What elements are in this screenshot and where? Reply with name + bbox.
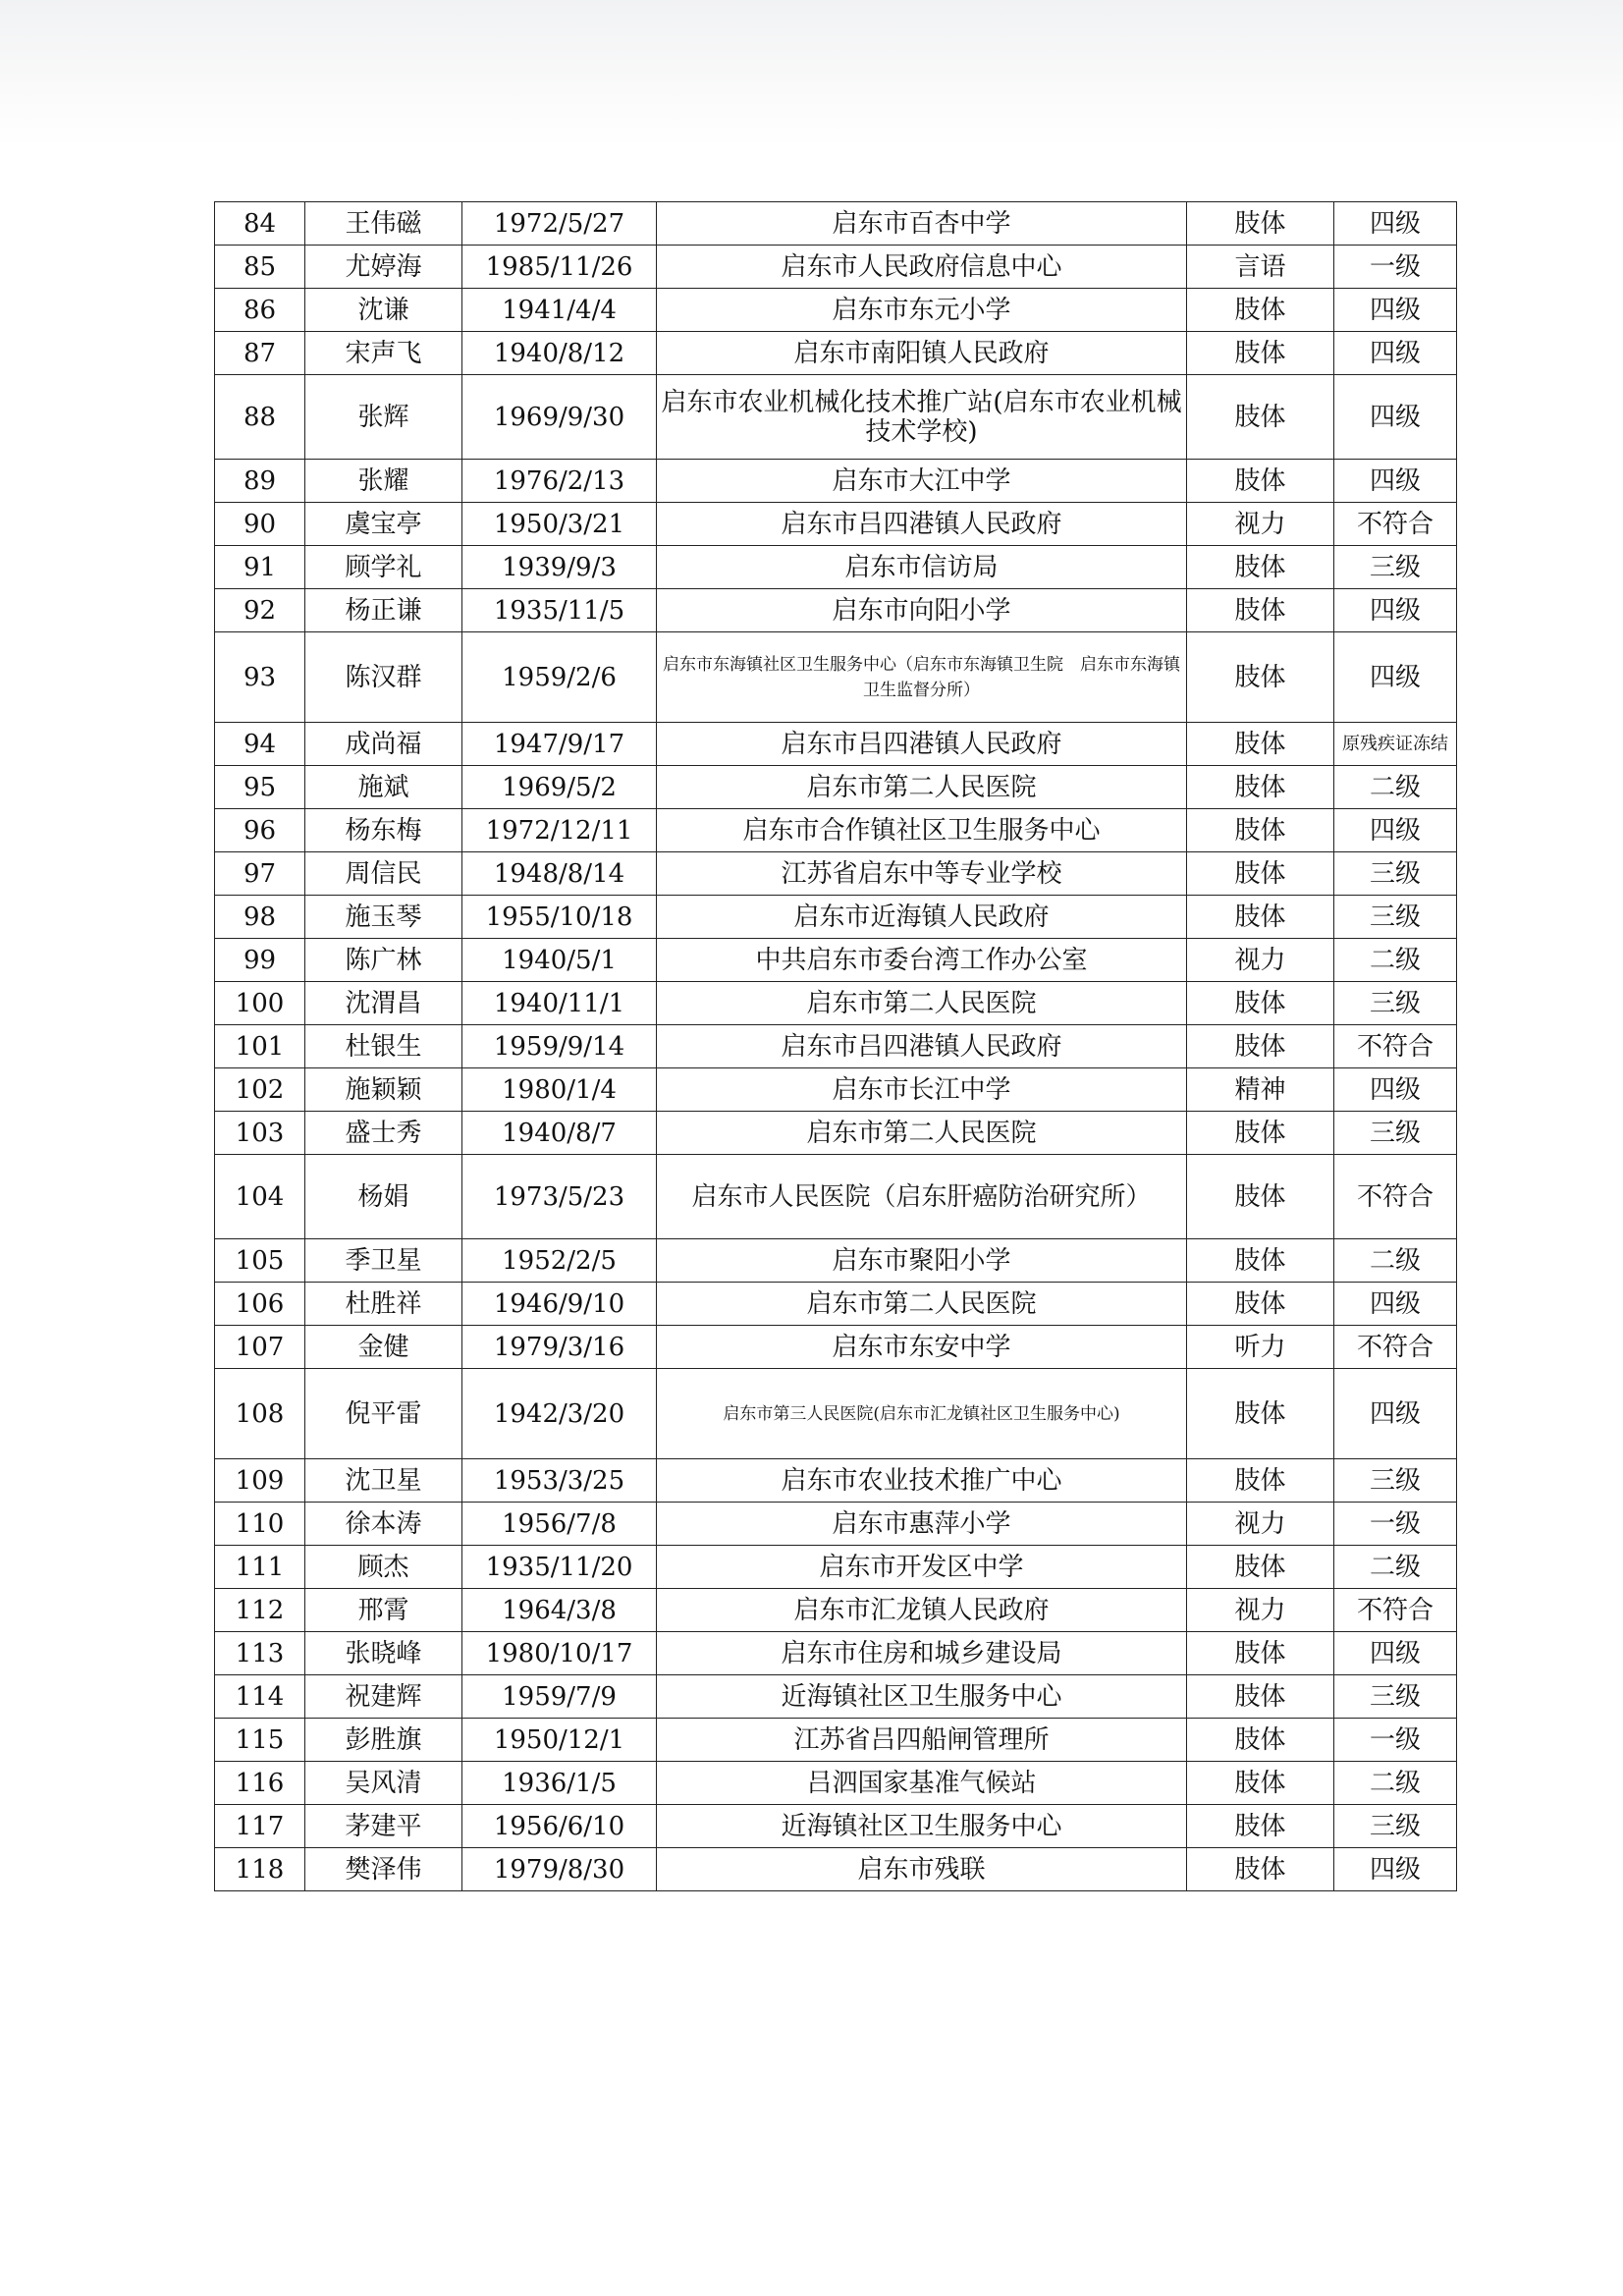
disability-type-cell: 肢体: [1187, 1155, 1334, 1239]
birth-date-cell: 1972/12/11: [462, 809, 657, 852]
table-row: [215, 503, 1457, 546]
disability-type-cell: 肢体: [1187, 546, 1334, 589]
person-name-cell: 杜胜祥: [305, 1283, 462, 1326]
disability-type-cell: 肢体: [1187, 1848, 1334, 1891]
person-name-cell: 张辉: [305, 375, 462, 460]
disability-grade-cell: 二级: [1334, 766, 1457, 809]
row-number-cell: 93: [215, 632, 305, 723]
row-number-cell: 111: [215, 1546, 305, 1589]
birth-date-cell: 1980/1/4: [462, 1068, 657, 1112]
disability-grade-cell: 四级: [1334, 1068, 1457, 1112]
person-name-cell: 虞宝亭: [305, 503, 462, 546]
work-unit-cell: 启东市吕四港镇人民政府: [657, 723, 1187, 766]
disability-type-cell: 肢体: [1187, 1369, 1334, 1459]
disability-grade-cell: 四级: [1334, 589, 1457, 632]
person-name-cell: 徐本涛: [305, 1503, 462, 1546]
birth-date-cell: 1964/3/8: [462, 1589, 657, 1632]
row-number-cell: 112: [215, 1589, 305, 1632]
row-number-cell: 95: [215, 766, 305, 809]
work-unit-cell: 启东市东安中学: [657, 1326, 1187, 1369]
row-number-cell: 86: [215, 289, 305, 332]
roster-table: [214, 201, 1457, 1891]
disability-type-cell: 肢体: [1187, 982, 1334, 1025]
disability-type-cell: 肢体: [1187, 1805, 1334, 1848]
person-name-cell: 尤婷海: [305, 246, 462, 289]
disability-grade-cell: 不符合: [1334, 503, 1457, 546]
birth-date-cell: 1940/11/1: [462, 982, 657, 1025]
birth-date-cell: 1935/11/5: [462, 589, 657, 632]
birth-date-cell: 1979/8/30: [462, 1848, 657, 1891]
birth-date-cell: 1973/5/23: [462, 1155, 657, 1239]
row-number-cell: 109: [215, 1459, 305, 1503]
birth-date-cell: 1940/8/7: [462, 1112, 657, 1155]
disability-grade-cell: 三级: [1334, 1459, 1457, 1503]
birth-date-cell: 1953/3/25: [462, 1459, 657, 1503]
row-number-cell: 107: [215, 1326, 305, 1369]
row-number-cell: 118: [215, 1848, 305, 1891]
person-name-cell: 施玉琴: [305, 896, 462, 939]
disability-type-cell: 言语: [1187, 246, 1334, 289]
table-row: [215, 939, 1457, 982]
disability-grade-cell: 一级: [1334, 1503, 1457, 1546]
work-unit-cell: 启东市吕四港镇人民政府: [657, 1025, 1187, 1068]
disability-type-cell: 肢体: [1187, 1112, 1334, 1155]
birth-date-cell: 1936/1/5: [462, 1762, 657, 1805]
person-name-cell: 邢霄: [305, 1589, 462, 1632]
birth-date-cell: 1946/9/10: [462, 1283, 657, 1326]
disability-grade-cell: 三级: [1334, 1805, 1457, 1848]
row-number-cell: 108: [215, 1369, 305, 1459]
work-unit-cell: 中共启东市委台湾工作办公室: [657, 939, 1187, 982]
work-unit-cell: 启东市第二人民医院: [657, 1283, 1187, 1326]
table-row: [215, 1546, 1457, 1589]
table-row: [215, 1326, 1457, 1369]
person-name-cell: 张耀: [305, 460, 462, 503]
disability-grade-cell: 不符合: [1334, 1326, 1457, 1369]
birth-date-cell: 1950/12/1: [462, 1719, 657, 1762]
table-row: [215, 896, 1457, 939]
work-unit-cell: 启东市汇龙镇人民政府: [657, 1589, 1187, 1632]
person-name-cell: 王伟磁: [305, 202, 462, 246]
person-name-cell: 张晓峰: [305, 1632, 462, 1675]
disability-grade-cell: 二级: [1334, 1239, 1457, 1283]
row-number-cell: 116: [215, 1762, 305, 1805]
disability-grade-cell: 四级: [1334, 1283, 1457, 1326]
person-name-cell: 成尚福: [305, 723, 462, 766]
person-name-cell: 祝建辉: [305, 1675, 462, 1719]
disability-grade-cell: 四级: [1334, 289, 1457, 332]
table-row: [215, 723, 1457, 766]
disability-type-cell: 肢体: [1187, 1719, 1334, 1762]
disability-type-cell: 肢体: [1187, 1459, 1334, 1503]
work-unit-cell: 启东市残联: [657, 1848, 1187, 1891]
disability-grade-cell: 四级: [1334, 632, 1457, 723]
disability-type-cell: 肢体: [1187, 1025, 1334, 1068]
person-name-cell: 宋声飞: [305, 332, 462, 375]
person-name-cell: 茅建平: [305, 1805, 462, 1848]
table-row: [215, 1068, 1457, 1112]
person-name-cell: 杜银生: [305, 1025, 462, 1068]
person-name-cell: 顾杰: [305, 1546, 462, 1589]
row-number-cell: 115: [215, 1719, 305, 1762]
disability-type-cell: 肢体: [1187, 1283, 1334, 1326]
disability-grade-cell: 一级: [1334, 246, 1457, 289]
disability-grade-cell: 四级: [1334, 1848, 1457, 1891]
work-unit-cell: 近海镇社区卫生服务中心: [657, 1675, 1187, 1719]
disability-grade-cell: 四级: [1334, 809, 1457, 852]
disability-type-cell: 肢体: [1187, 460, 1334, 503]
disability-grade-cell: 四级: [1334, 460, 1457, 503]
person-name-cell: 沈谦: [305, 289, 462, 332]
table-row: [215, 1283, 1457, 1326]
disability-grade-cell: 三级: [1334, 896, 1457, 939]
work-unit-cell: 启东市百杏中学: [657, 202, 1187, 246]
birth-date-cell: 1940/8/12: [462, 332, 657, 375]
person-name-cell: 陈广林: [305, 939, 462, 982]
table-row: [215, 202, 1457, 246]
row-number-cell: 105: [215, 1239, 305, 1283]
scan-shade: [0, 0, 1623, 147]
table-row: [215, 289, 1457, 332]
work-unit-cell: 启东市农业技术推广中心: [657, 1459, 1187, 1503]
disability-type-cell: 肢体: [1187, 632, 1334, 723]
disability-grade-cell: 三级: [1334, 546, 1457, 589]
birth-date-cell: 1959/2/6: [462, 632, 657, 723]
disability-type-cell: 肢体: [1187, 289, 1334, 332]
row-number-cell: 117: [215, 1805, 305, 1848]
disability-grade-cell: 三级: [1334, 852, 1457, 896]
work-unit-cell: 启东市开发区中学: [657, 1546, 1187, 1589]
table-row: [215, 1112, 1457, 1155]
person-name-cell: 季卫星: [305, 1239, 462, 1283]
person-name-cell: 沈卫星: [305, 1459, 462, 1503]
table-row: [215, 546, 1457, 589]
row-number-cell: 90: [215, 503, 305, 546]
person-name-cell: 吴风清: [305, 1762, 462, 1805]
row-number-cell: 103: [215, 1112, 305, 1155]
disability-type-cell: 视力: [1187, 503, 1334, 546]
person-name-cell: 施颖颖: [305, 1068, 462, 1112]
disability-type-cell: 肢体: [1187, 896, 1334, 939]
disability-type-cell: 肢体: [1187, 375, 1334, 460]
work-unit-cell: 启东市吕四港镇人民政府: [657, 503, 1187, 546]
disability-grade-cell: 四级: [1334, 202, 1457, 246]
work-unit-cell: 吕泗国家基准气候站: [657, 1762, 1187, 1805]
row-number-cell: 98: [215, 896, 305, 939]
row-number-cell: 114: [215, 1675, 305, 1719]
row-number-cell: 101: [215, 1025, 305, 1068]
birth-date-cell: 1942/3/20: [462, 1369, 657, 1459]
birth-date-cell: 1985/11/26: [462, 246, 657, 289]
row-number-cell: 91: [215, 546, 305, 589]
row-number-cell: 88: [215, 375, 305, 460]
table-row: [215, 1589, 1457, 1632]
birth-date-cell: 1935/11/20: [462, 1546, 657, 1589]
row-number-cell: 97: [215, 852, 305, 896]
disability-type-cell: 听力: [1187, 1326, 1334, 1369]
person-name-cell: 沈渭昌: [305, 982, 462, 1025]
birth-date-cell: 1955/10/18: [462, 896, 657, 939]
work-unit-cell: 启东市第二人民医院: [657, 766, 1187, 809]
person-name-cell: 周信民: [305, 852, 462, 896]
disability-grade-cell: 四级: [1334, 375, 1457, 460]
row-number-cell: 89: [215, 460, 305, 503]
disability-grade-cell: 四级: [1334, 1632, 1457, 1675]
disability-grade-cell: 一级: [1334, 1719, 1457, 1762]
table-row: [215, 246, 1457, 289]
birth-date-cell: 1969/5/2: [462, 766, 657, 809]
birth-date-cell: 1956/7/8: [462, 1503, 657, 1546]
row-number-cell: 104: [215, 1155, 305, 1239]
table-row: [215, 1675, 1457, 1719]
row-number-cell: 113: [215, 1632, 305, 1675]
table-row: [215, 1503, 1457, 1546]
table-row: [215, 1762, 1457, 1805]
person-name-cell: 顾学礼: [305, 546, 462, 589]
birth-date-cell: 1976/2/13: [462, 460, 657, 503]
birth-date-cell: 1959/7/9: [462, 1675, 657, 1719]
person-name-cell: 杨东梅: [305, 809, 462, 852]
table-row: [215, 1632, 1457, 1675]
disability-type-cell: 肢体: [1187, 766, 1334, 809]
birth-date-cell: 1948/8/14: [462, 852, 657, 896]
table-row: [215, 1805, 1457, 1848]
work-unit-cell: 启东市惠萍小学: [657, 1503, 1187, 1546]
disability-type-cell: 肢体: [1187, 1239, 1334, 1283]
table-row: [215, 1025, 1457, 1068]
work-unit-cell: 启东市第二人民医院: [657, 982, 1187, 1025]
work-unit-cell: 启东市向阳小学: [657, 589, 1187, 632]
birth-date-cell: 1939/9/3: [462, 546, 657, 589]
work-unit-cell: 启东市第三人民医院(启东市汇龙镇社区卫生服务中心): [657, 1369, 1187, 1459]
birth-date-cell: 1947/9/17: [462, 723, 657, 766]
birth-date-cell: 1959/9/14: [462, 1025, 657, 1068]
table-row: [215, 332, 1457, 375]
table-row: [215, 1369, 1457, 1459]
disability-grade-cell: 三级: [1334, 1112, 1457, 1155]
disability-type-cell: 肢体: [1187, 852, 1334, 896]
work-unit-cell: 启东市人民政府信息中心: [657, 246, 1187, 289]
table-row: [215, 1239, 1457, 1283]
disability-type-cell: 肢体: [1187, 1632, 1334, 1675]
work-unit-cell: 启东市大江中学: [657, 460, 1187, 503]
disability-grade-cell: 三级: [1334, 1675, 1457, 1719]
person-name-cell: 金健: [305, 1326, 462, 1369]
table-row: [215, 1155, 1457, 1239]
roster-body: [215, 202, 1457, 1891]
table-row: [215, 809, 1457, 852]
row-number-cell: 96: [215, 809, 305, 852]
table-row: [215, 1459, 1457, 1503]
work-unit-cell: 启东市长江中学: [657, 1068, 1187, 1112]
disability-grade-cell: 不符合: [1334, 1155, 1457, 1239]
disability-type-cell: 视力: [1187, 939, 1334, 982]
disability-type-cell: 精神: [1187, 1068, 1334, 1112]
birth-date-cell: 1979/3/16: [462, 1326, 657, 1369]
person-name-cell: 倪平雷: [305, 1369, 462, 1459]
row-number-cell: 94: [215, 723, 305, 766]
table-row: [215, 1719, 1457, 1762]
work-unit-cell: 江苏省启东中等专业学校: [657, 852, 1187, 896]
work-unit-cell: 启东市东元小学: [657, 289, 1187, 332]
work-unit-cell: 启东市第二人民医院: [657, 1112, 1187, 1155]
work-unit-cell: 启东市人民医院（启东肝癌防治研究所）: [657, 1155, 1187, 1239]
disability-grade-cell: 四级: [1334, 332, 1457, 375]
work-unit-cell: 江苏省吕四船闸管理所: [657, 1719, 1187, 1762]
disability-type-cell: 肢体: [1187, 723, 1334, 766]
disability-type-cell: 肢体: [1187, 332, 1334, 375]
work-unit-cell: 启东市住房和城乡建设局: [657, 1632, 1187, 1675]
work-unit-cell: 启东市南阳镇人民政府: [657, 332, 1187, 375]
disability-grade-cell: 四级: [1334, 1369, 1457, 1459]
person-name-cell: 樊泽伟: [305, 1848, 462, 1891]
disability-grade-cell: 不符合: [1334, 1025, 1457, 1068]
row-number-cell: 110: [215, 1503, 305, 1546]
disability-type-cell: 肢体: [1187, 809, 1334, 852]
table-row: [215, 1848, 1457, 1891]
birth-date-cell: 1980/10/17: [462, 1632, 657, 1675]
person-name-cell: 陈汉群: [305, 632, 462, 723]
person-name-cell: 彭胜旗: [305, 1719, 462, 1762]
birth-date-cell: 1956/6/10: [462, 1805, 657, 1848]
row-number-cell: 99: [215, 939, 305, 982]
table-row: [215, 982, 1457, 1025]
row-number-cell: 106: [215, 1283, 305, 1326]
table-row: [215, 632, 1457, 723]
disability-type-cell: 视力: [1187, 1589, 1334, 1632]
disability-type-cell: 肢体: [1187, 1546, 1334, 1589]
disability-type-cell: 肢体: [1187, 202, 1334, 246]
row-number-cell: 85: [215, 246, 305, 289]
table-row: [215, 589, 1457, 632]
work-unit-cell: 启东市信访局: [657, 546, 1187, 589]
birth-date-cell: 1940/5/1: [462, 939, 657, 982]
row-number-cell: 84: [215, 202, 305, 246]
work-unit-cell: 启东市东海镇社区卫生服务中心（启东市东海镇卫生院 启东市东海镇卫生监督分所）: [657, 632, 1187, 723]
disability-type-cell: 肢体: [1187, 1762, 1334, 1805]
birth-date-cell: 1972/5/27: [462, 202, 657, 246]
work-unit-cell: 近海镇社区卫生服务中心: [657, 1805, 1187, 1848]
disability-type-cell: 肢体: [1187, 1675, 1334, 1719]
birth-date-cell: 1950/3/21: [462, 503, 657, 546]
row-number-cell: 87: [215, 332, 305, 375]
disability-type-cell: 视力: [1187, 1503, 1334, 1546]
row-number-cell: 100: [215, 982, 305, 1025]
birth-date-cell: 1952/2/5: [462, 1239, 657, 1283]
disability-grade-cell: 二级: [1334, 1762, 1457, 1805]
work-unit-cell: 启东市农业机械化技术推广站(启东市农业机械技术学校): [657, 375, 1187, 460]
disability-grade-cell: 三级: [1334, 982, 1457, 1025]
row-number-cell: 92: [215, 589, 305, 632]
row-number-cell: 102: [215, 1068, 305, 1112]
person-name-cell: 盛士秀: [305, 1112, 462, 1155]
person-name-cell: 杨娟: [305, 1155, 462, 1239]
table-row: [215, 766, 1457, 809]
birth-date-cell: 1969/9/30: [462, 375, 657, 460]
disability-type-cell: 肢体: [1187, 589, 1334, 632]
work-unit-cell: 启东市聚阳小学: [657, 1239, 1187, 1283]
work-unit-cell: 启东市近海镇人民政府: [657, 896, 1187, 939]
disability-grade-cell: 二级: [1334, 1546, 1457, 1589]
birth-date-cell: 1941/4/4: [462, 289, 657, 332]
table-row: [215, 460, 1457, 503]
disability-grade-cell: 不符合: [1334, 1589, 1457, 1632]
disability-grade-cell: 原残疾证冻结: [1334, 723, 1457, 766]
person-name-cell: 杨正谦: [305, 589, 462, 632]
table-row: [215, 852, 1457, 896]
table-row: [215, 375, 1457, 460]
person-name-cell: 施斌: [305, 766, 462, 809]
work-unit-cell: 启东市合作镇社区卫生服务中心: [657, 809, 1187, 852]
disability-grade-cell: 二级: [1334, 939, 1457, 982]
